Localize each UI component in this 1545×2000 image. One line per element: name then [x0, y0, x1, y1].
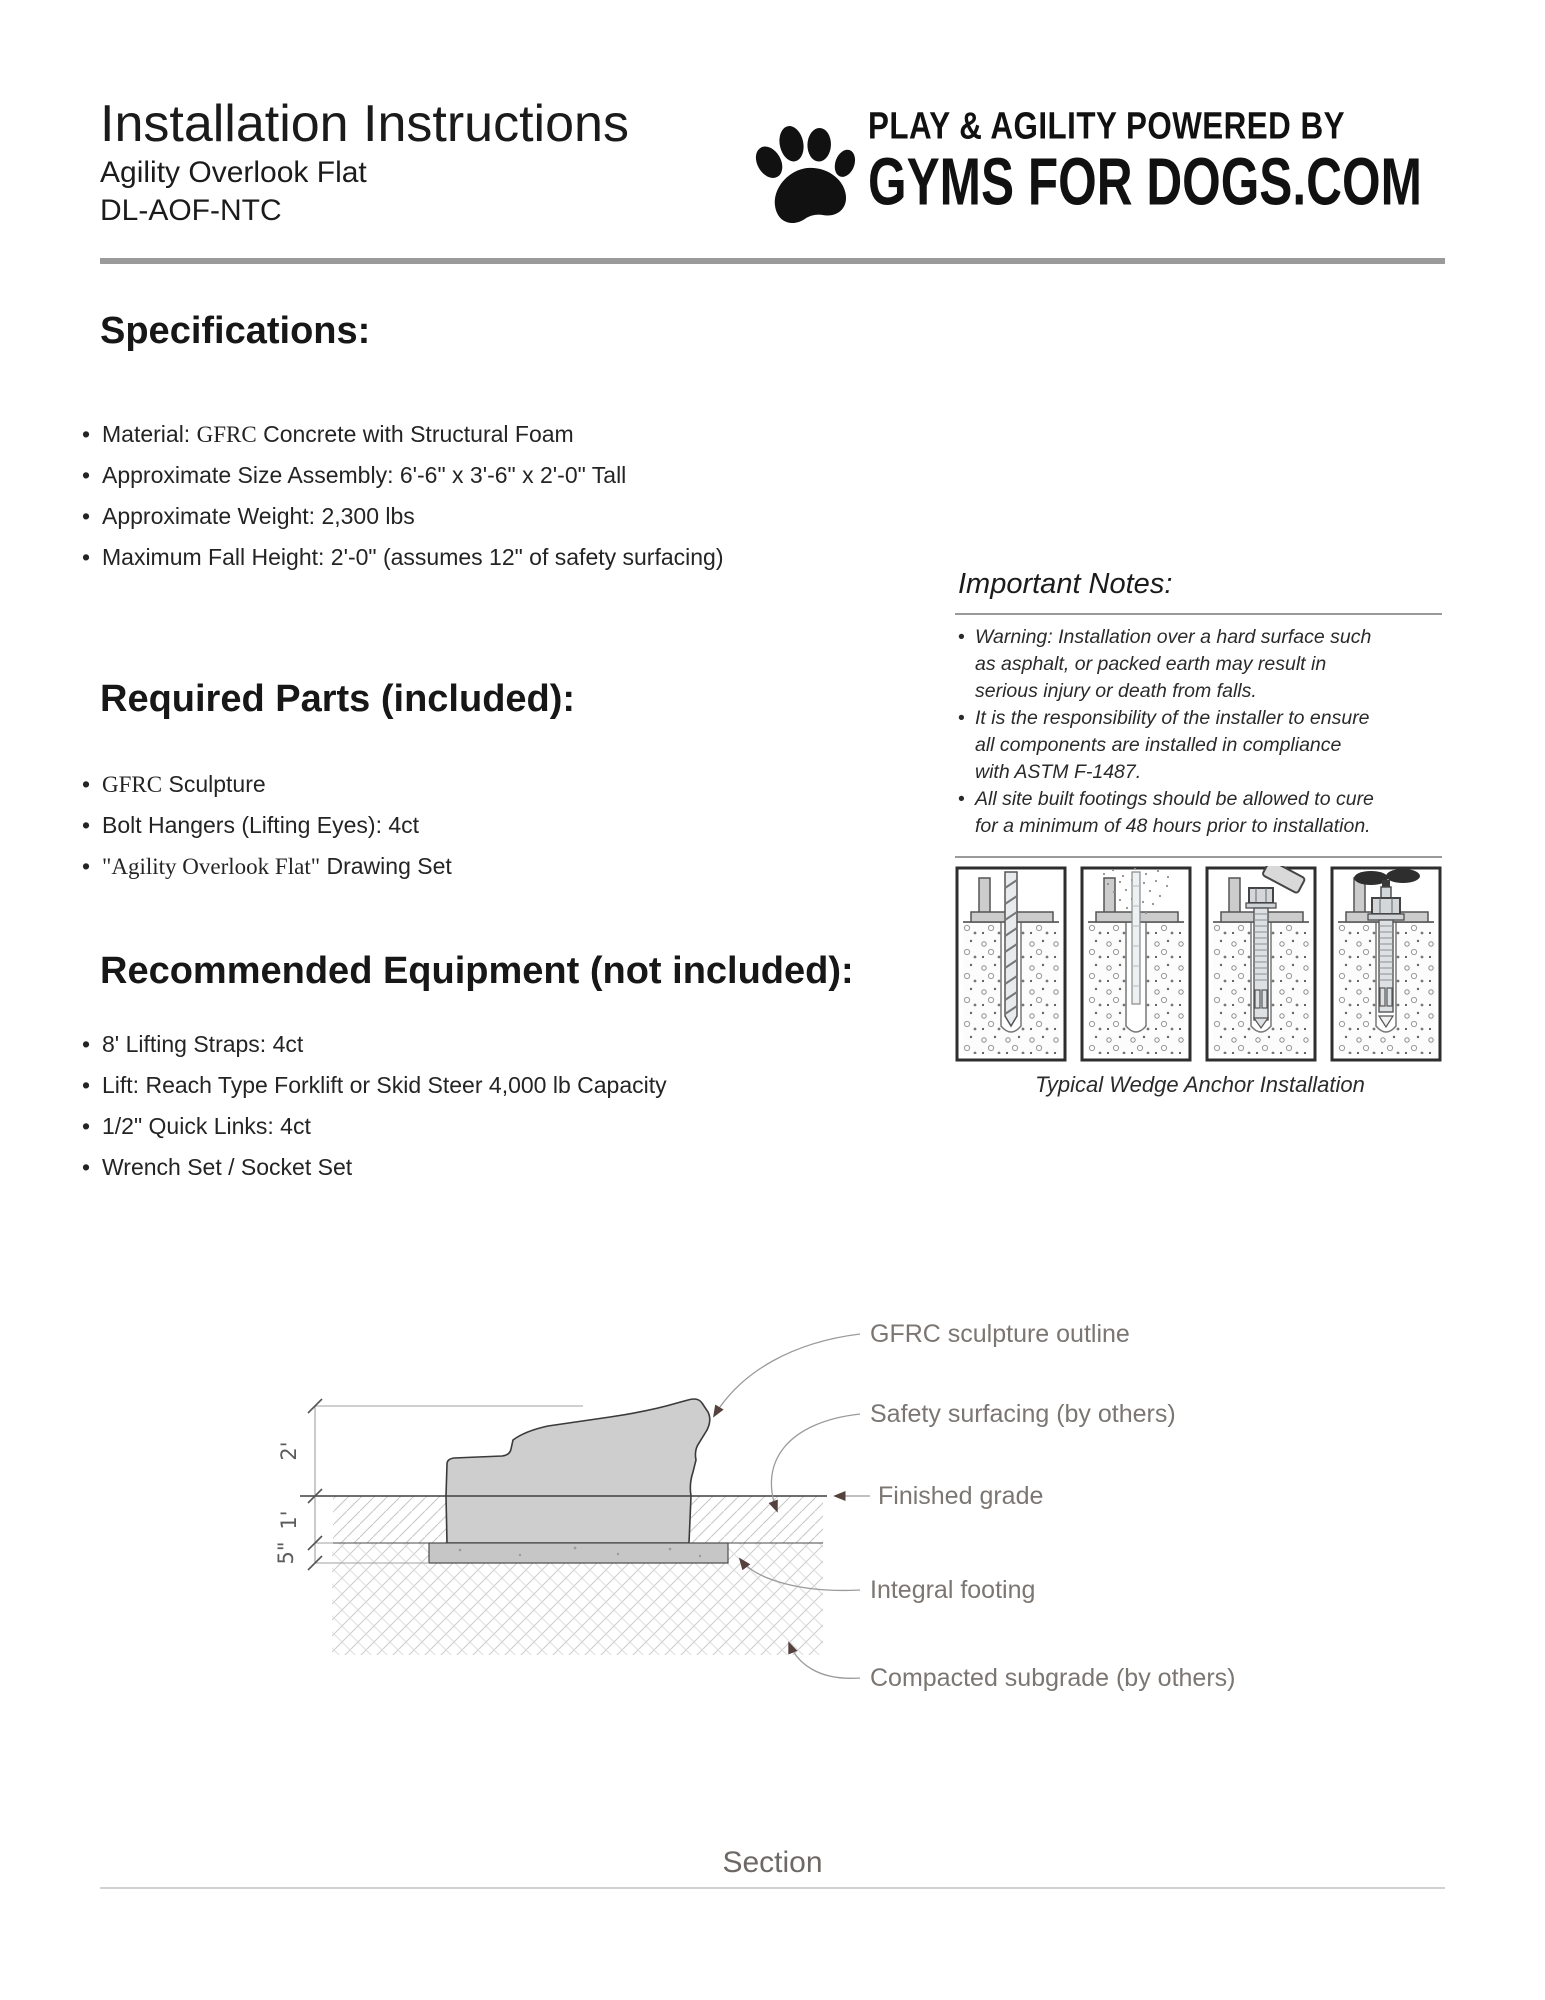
safety-surfacing-hatch	[333, 1496, 447, 1543]
specifications-heading: Specifications:	[100, 310, 371, 352]
text-segment: Sculpture	[162, 771, 266, 797]
list-item-text	[102, 1032, 303, 1057]
bullet-dot: •	[82, 1031, 91, 1057]
list-item-text: Warning: Installation over a hard surface such as asphalt, or packed earth may result in serious injury or death from falls.	[975, 626, 1372, 702]
gfrc-sculpture-shape	[446, 1399, 710, 1543]
text-segment: Concrete with Structural Foam	[256, 421, 574, 447]
list-item	[82, 422, 724, 447]
bullet-dot: •	[82, 853, 91, 879]
required-parts-heading: Required Parts (included):	[100, 678, 576, 720]
specifications-list	[82, 422, 724, 586]
notes-divider-bottom	[955, 856, 1442, 858]
drill-hole-illustration	[955, 866, 1067, 1062]
bullet-dot: •	[82, 503, 91, 529]
text-segment: Approximate Weight: 2,300 lbs	[102, 503, 415, 529]
brand-logo	[750, 104, 1545, 230]
text-segment: Bolt Hangers (Lifting Eyes): 4ct	[102, 812, 420, 838]
wedge-anchor-caption: Typical Wedge Anchor Installation	[1035, 1072, 1365, 1097]
required-parts-list	[82, 772, 452, 895]
bullet-dot: •	[82, 1072, 91, 1098]
text-segment: GFRC	[196, 422, 257, 447]
dimension-5in: 5"	[274, 1541, 298, 1565]
list-item-text	[102, 1114, 311, 1139]
footer-divider	[100, 1887, 1445, 1889]
bullet-dot: •	[82, 421, 91, 447]
product-name: Agility Overlook Flat	[100, 156, 367, 189]
label-sculpture: GFRC sculpture outline	[870, 1320, 1130, 1348]
model-number: DL-AOF-NTC	[100, 194, 282, 227]
list-item-text	[102, 545, 724, 570]
bullet-dot: •	[82, 1113, 91, 1139]
list-item-text: All site built footings should be allowed to cure for a minimum of 48 hours prior to installation.	[975, 788, 1374, 837]
text-segment: 1/2" Quick Links: 4ct	[102, 1113, 311, 1139]
list-item-text: It is the responsibility of the installer to ensure all components are installed in compliance with ASTM F-1487.	[975, 707, 1370, 783]
tighten-anchor-illustration	[1330, 866, 1442, 1062]
label-subgrade: Compacted subgrade (by others)	[870, 1664, 1236, 1692]
header-divider	[100, 258, 1445, 264]
list-item	[82, 504, 724, 529]
bullet-dot: •	[82, 462, 91, 488]
list-item	[82, 854, 452, 879]
page-title: Installation Instructions	[100, 95, 629, 153]
list-item	[82, 1073, 667, 1098]
list-item	[82, 463, 724, 488]
section-drawing	[230, 1290, 1250, 1750]
text-segment: Wrench Set / Socket Set	[102, 1154, 353, 1180]
dimension-2ft: 2'	[277, 1441, 301, 1461]
label-grade: Finished grade	[878, 1482, 1044, 1510]
list-item-text	[102, 422, 574, 447]
list-item	[82, 545, 724, 570]
list-item	[82, 772, 452, 797]
bullet-dot: •	[82, 544, 91, 570]
list-item-text	[102, 854, 452, 879]
text-segment: Material:	[102, 421, 197, 447]
list-item-text	[102, 1155, 352, 1180]
list-item	[958, 786, 1448, 840]
text-segment: Approximate Size Assembly: 6'-6" x 3'-6" x 2'-0" Tall	[102, 462, 627, 488]
list-item-text	[102, 772, 266, 797]
list-item	[958, 624, 1448, 705]
label-footing: Integral footing	[870, 1576, 1036, 1604]
paw-print-icon	[750, 118, 862, 230]
list-item	[82, 1114, 667, 1139]
integral-footing-shape	[429, 1543, 728, 1563]
bullet-dot: •	[82, 812, 91, 838]
bullet-dot: •	[82, 771, 91, 797]
wedge-anchor-figure	[955, 866, 1445, 1062]
recommended-equipment-heading: Recommended Equipment (not included):	[100, 950, 854, 992]
label-surfacing: Safety surfacing (by others)	[870, 1400, 1176, 1428]
text-segment: GFRC	[102, 772, 163, 797]
list-item-text	[102, 1073, 667, 1098]
important-notes-list	[958, 624, 1448, 840]
blow-out-hole-illustration	[1080, 866, 1192, 1062]
recommended-equipment-list	[82, 1032, 667, 1196]
bullet-dot: •	[958, 707, 965, 729]
bullet-dot: •	[958, 626, 965, 648]
list-item-text	[102, 504, 415, 529]
bullet-dot: •	[82, 1154, 91, 1180]
list-item-text	[102, 463, 626, 488]
section-caption: Section	[722, 1846, 823, 1879]
important-notes-heading: Important Notes:	[958, 568, 1173, 600]
list-item	[82, 1155, 667, 1180]
logo-brand: GYMS FOR DOGS.COM	[868, 145, 1422, 220]
list-item	[958, 705, 1448, 786]
text-segment: 8' Lifting Straps: 4ct	[102, 1031, 304, 1057]
notes-divider-top	[955, 613, 1442, 615]
safety-surfacing-hatch	[688, 1496, 823, 1543]
text-segment: Maximum Fall Height: 2'-0" (assumes 12" of safety surfacing)	[102, 544, 724, 570]
insert-anchor-illustration	[1205, 866, 1317, 1062]
logo-text	[868, 104, 1545, 220]
text-segment: "Agility Overlook Flat"	[102, 854, 321, 879]
text-segment: Drawing Set	[320, 853, 452, 879]
list-item-text	[102, 813, 419, 838]
logo-tagline: PLAY & AGILITY POWERED BY	[868, 104, 1345, 147]
list-item	[82, 813, 452, 838]
list-item	[82, 1032, 667, 1057]
dimension-1ft: 1'	[277, 1510, 301, 1530]
bullet-dot: •	[958, 788, 965, 810]
text-segment: Lift: Reach Type Forklift or Skid Steer 4,000 lb Capacity	[102, 1072, 667, 1098]
